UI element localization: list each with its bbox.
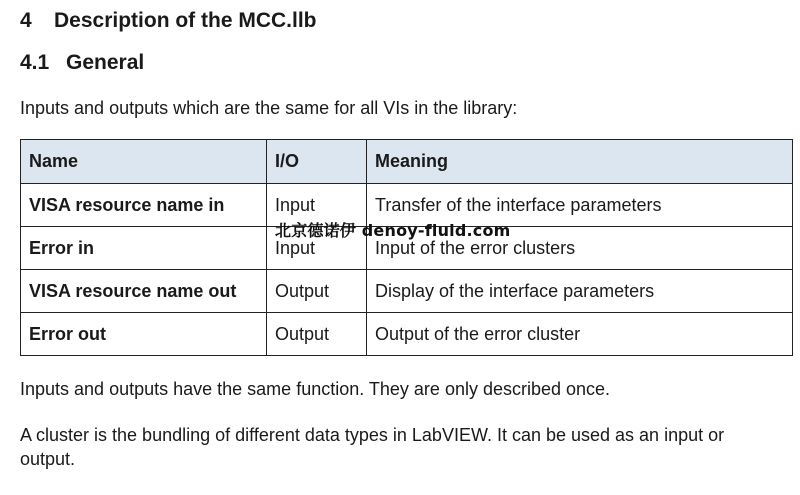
- cell-name: Error out: [21, 313, 267, 356]
- cell-name: VISA resource name in: [21, 184, 267, 227]
- cell-meaning: Output of the error cluster: [367, 313, 793, 356]
- io-table: [20, 139, 793, 356]
- header-io: I/O: [267, 140, 367, 184]
- cell-io: Output: [267, 313, 367, 356]
- section-heading: [20, 9, 317, 33]
- cell-name: VISA resource name out: [21, 270, 267, 313]
- header-name: Name: [21, 140, 267, 184]
- subsection-number: 4.1: [20, 51, 50, 74]
- paragraph-cluster-definition: A cluster is the bundling of different data types in LabVIEW. It can be used as an input or output.: [20, 425, 725, 469]
- table-header-row: [21, 140, 793, 184]
- paragraph-same-function: Inputs and outputs have the same function. They are only described once.: [20, 379, 611, 399]
- table-row: [21, 270, 793, 313]
- cell-io: Output: [267, 270, 367, 313]
- cell-meaning: Transfer of the interface parameters: [367, 184, 793, 227]
- subsection-heading: [20, 51, 144, 75]
- table-row: [21, 313, 793, 356]
- subsection-title: General: [66, 51, 145, 74]
- section-number: 4: [20, 9, 32, 32]
- header-meaning: Meaning: [367, 140, 793, 184]
- cell-name: Error in: [21, 227, 267, 270]
- watermark-text: 北京德诺伊 denoy-fluid.com: [275, 221, 511, 240]
- cell-meaning: Display of the interface parameters: [367, 270, 793, 313]
- cell-io: Input: [267, 184, 367, 227]
- section-title: Description of the MCC.llb: [54, 9, 317, 32]
- intro-paragraph: Inputs and outputs which are the same for all VIs in the library:: [20, 98, 518, 118]
- cell-io: Input: [267, 227, 367, 270]
- cell-meaning: Input of the error clusters: [367, 227, 793, 270]
